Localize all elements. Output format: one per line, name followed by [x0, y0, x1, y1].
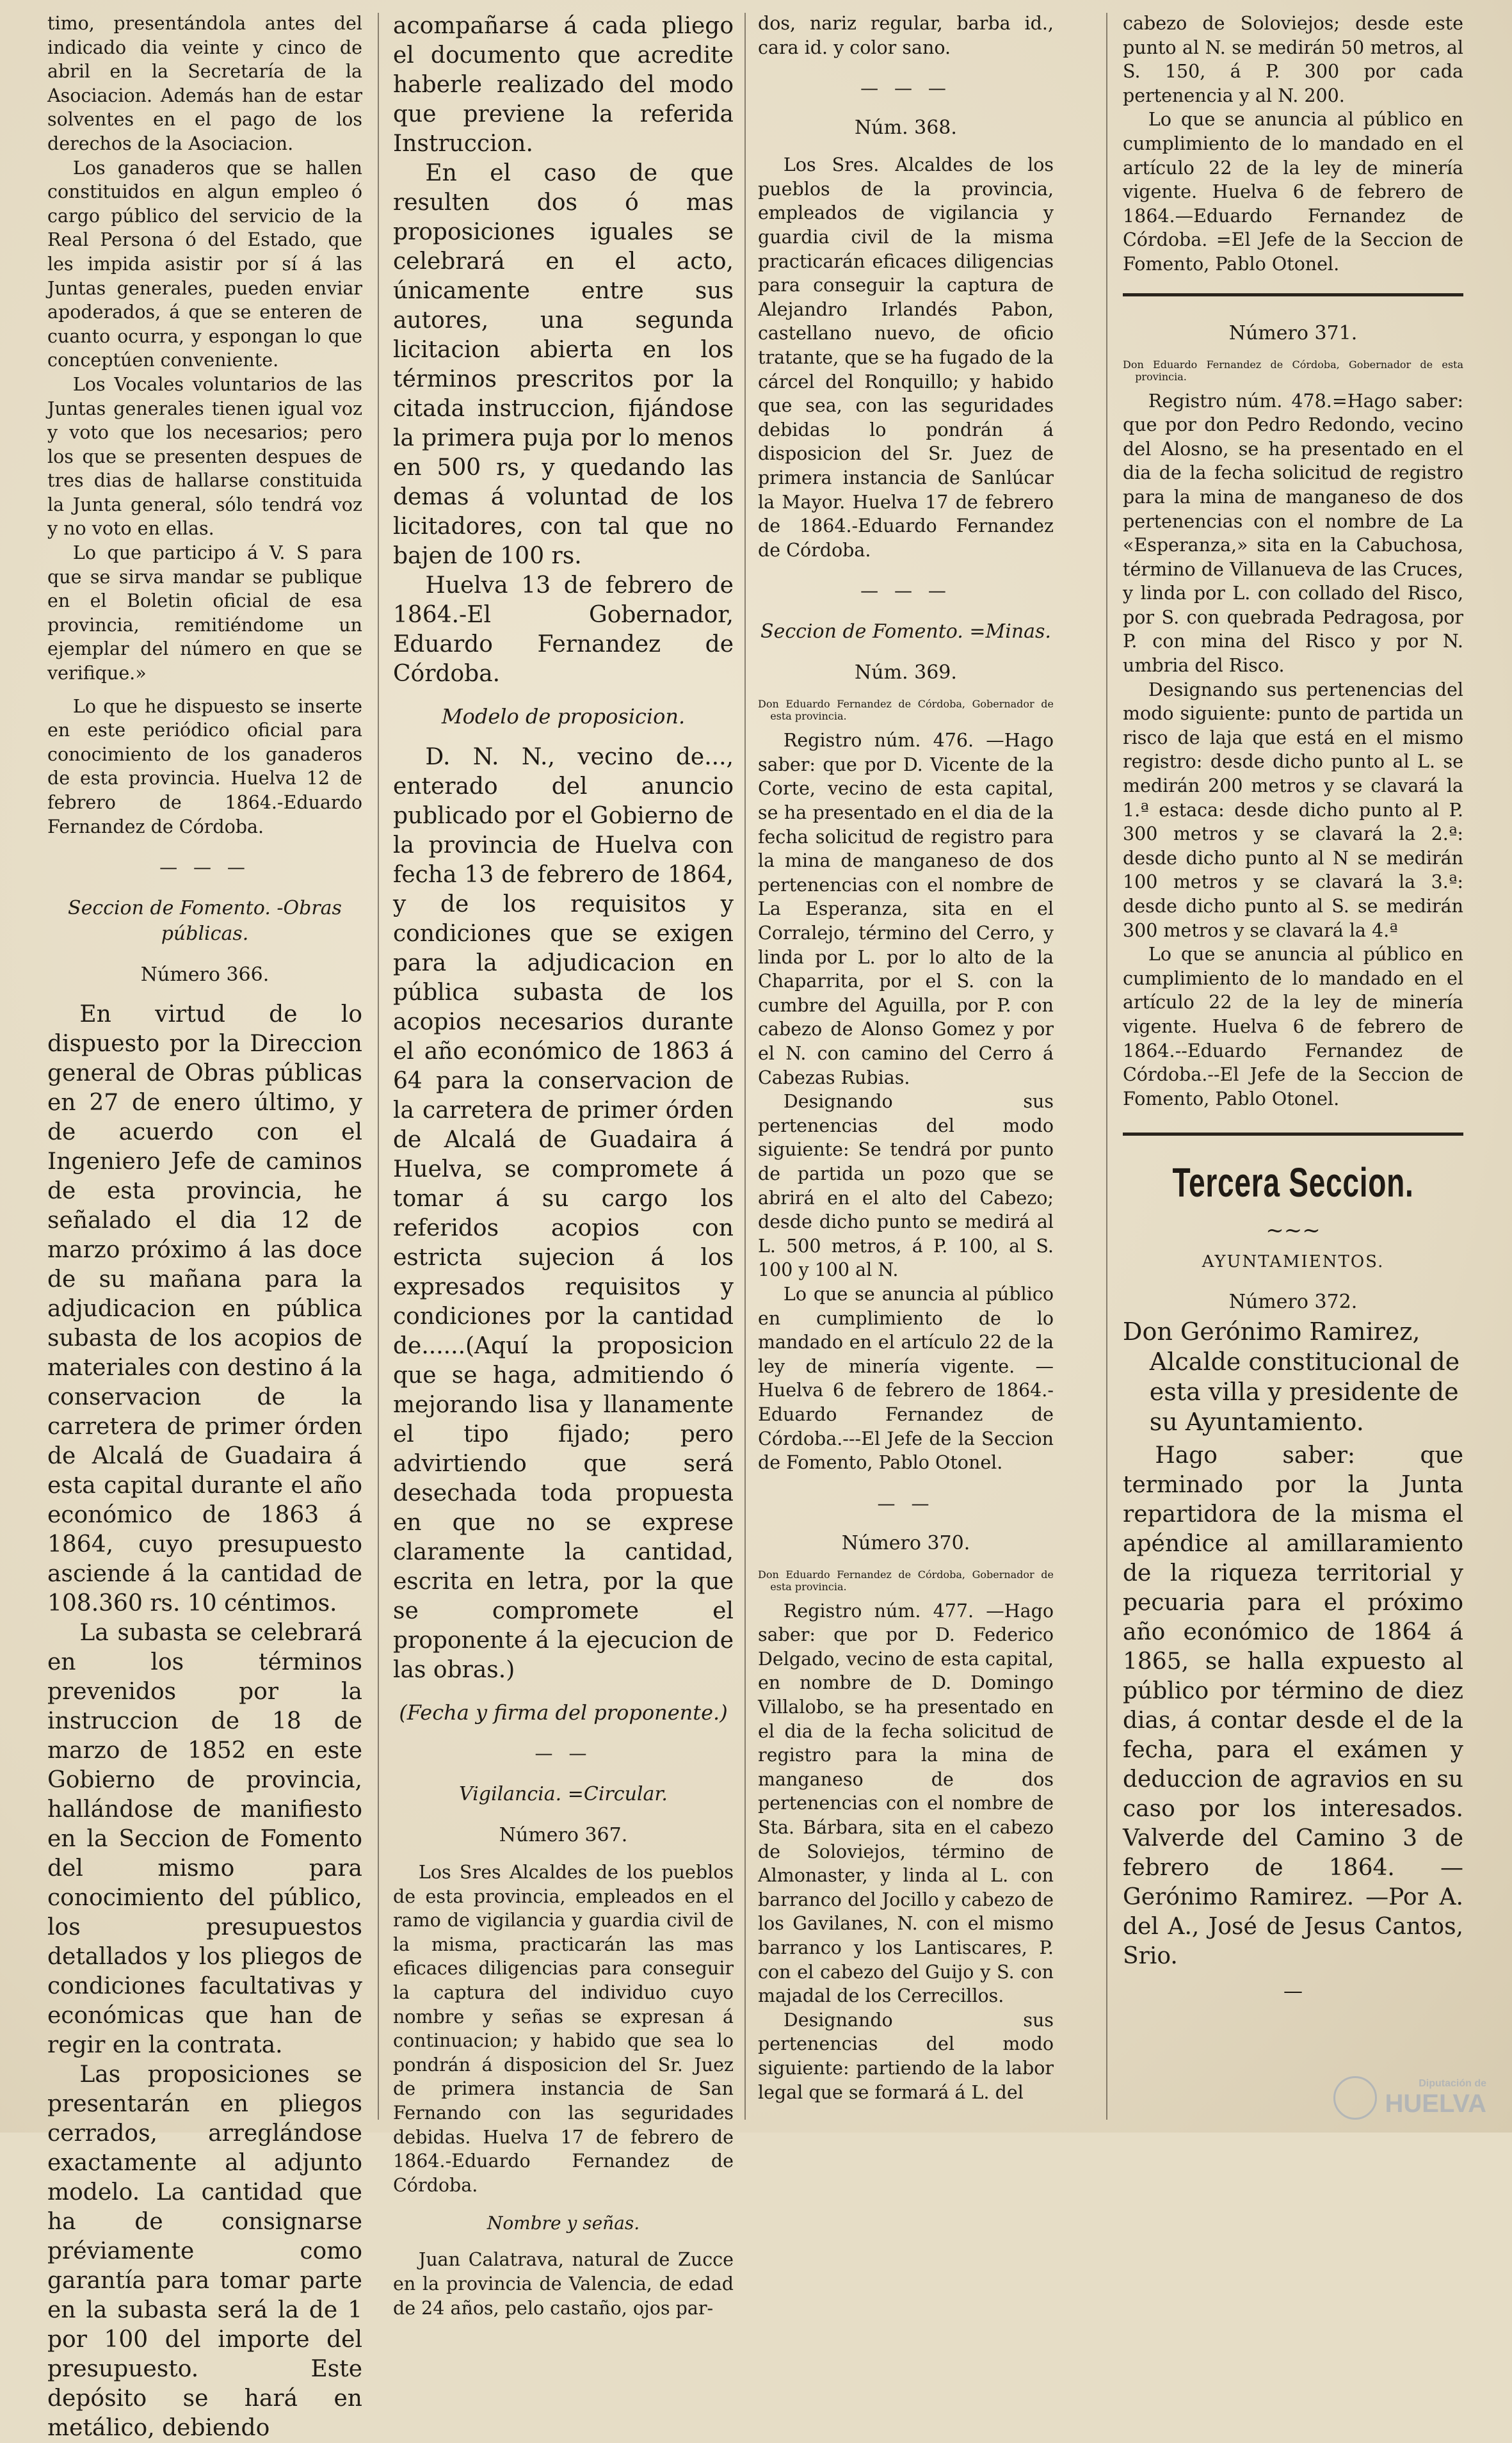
- paragraph: cabezo de Soloviejos; desde este punto al N. se medirán 50 metros, al S. 150, á P. 300 por cada pertenencia y al N. 200.: [1123, 13, 1463, 106]
- ornament: ~~~: [1266, 1218, 1321, 1244]
- paragraph: Registro núm. 476. —Hago saber: que por D. Vicente de la Corte, vecino de esta capital, se ha presentado en el dia de la fecha solicitud de registro para la mina de manganeso de dos pertenencias con el nombre de La Esperanza, sita en el Corralejo, término del Cerro, y linda por L. por lo alto de la Chaparrita, por el S. con la cumbre del Aguilla, por P. con cabezo de Alonso Gomez y por el N. con camino del Cerro á Cabezas Rubias.: [758, 730, 1054, 1088]
- paragraph: Lo que participo á V. S para que se sirva mandar se publique en el Boletin oficial de esa provincia, remitiéndome un ejemplar del número en que se verifique.»: [47, 542, 362, 684]
- notice-number: Número 370.: [841, 1531, 970, 1554]
- notice-number: Número 366.: [140, 963, 269, 987]
- notice-number: Número 367.: [499, 1824, 628, 1846]
- paragraph: dos, nariz regular, barba id., cara id. y color sano.: [758, 13, 1054, 58]
- separator: — — —: [860, 77, 951, 99]
- watermark-top: Diputación de: [1419, 2077, 1486, 2089]
- paragraph: Los Vocales voluntarios de las Juntas generales tienen igual voz y voto que los necesarios; pero los que se presenten despues de tres dias de hallarse constituida la Junta general, sólo tendrá voz y no voto en ellas.: [47, 373, 362, 540]
- paragraph: La subasta se celebrará en los términos prevenidos por la instruccion de 18 de marzo de 1852 en este Gobierno de provincia, hallándose de manifiesto en la Seccion de Fomento del mismo para conocimiento del público, los presupuestos detallados y los pliegos de condiciones facultativas y económicas que han de regir en la contrata.: [47, 1620, 362, 2059]
- paragraph: Designando sus pertenencias del modo siguiente: punto de partida un risco de laja que está en el mismo registro: desde dicho punto al L. se medirán 200 metros y se clavará la 1.ª estaca: desde dicho punto al P. 300 metros y se clavará la 2.ª: desde dicho punto al N se medirán 100 metros y se clavará la 3.ª: desde dicho punto al S. se medirán 300 metros y se clavará la 4.ª: [1123, 679, 1463, 941]
- paragraph: Juan Calatrava, natural de Zucce en la provincia de Valencia, de edad de 24 años, pelo castaño, ojos par-: [393, 2249, 734, 2319]
- section-heading: Seccion de Fomento. -Obras públicas.: [68, 897, 342, 946]
- names-heading: Nombre y señas.: [487, 2213, 640, 2234]
- paragraph: Designando sus pertenencias del modo siguiente: partiendo de la labor legal que se formará á L. del: [758, 2009, 1054, 2103]
- paragraph: D. N. N., vecino de..., enterado del anuncio publicado por el Gobierno de la provincia de Huelva con fecha 13 de febrero de 1864, y de los requisitos y condiciones que se exigen para la adjudicacion en pública subasta de los acopios necesarios durante el año económico de 1863 á 64 para la conservacion de la carretera de primer órden de Alcalá de Guadaira á Huelva, se compromete á tomar á su cargo los referidos acopios con estricta sujecion á los expresados requisitos y condiciones por la cantidad de......(Aquí la proposicion que se haga, admitiendo ó mejorando lisa y llanamente el tipo fijado; pero advirtiendo que será desechada toda propuesta en que no se exprese claramente la cantidad, escrita en letra, por la que se compromete el proponente á la ejecucion de las obras.): [393, 744, 734, 1683]
- separator: — —: [535, 1743, 592, 1764]
- section-heading: Vigilancia. =Circular.: [459, 1783, 668, 1805]
- paragraph: acompañarse á cada pliego el documento que acredite haberle realizado del modo que previene la referida Instruccion.: [393, 13, 734, 157]
- paragraph: Los Sres. Alcaldes de los pueblos de la provincia, empleados de vigilancia y guardia civil de la misma practicarán eficaces diligencias para conseguir la captura de Alejandro Irlandés Pabon, castellano nuevo, de oficio tratante, que se ha fugado de la cárcel del Ronquillo; y habido que sea, con las seguridades debidas lo pondrán á disposicion del Sr. Juez de primera instancia de Sanlúcar la Mayor. Huelva 17 de febrero de 1864.-Eduardo Fernandez de Córdoba.: [758, 154, 1054, 561]
- separator: — —: [877, 1492, 935, 1514]
- column-3: [749, 0, 1063, 2133]
- paragraph: En virtud de lo dispuesto por la Direccion general de Obras públicas en 27 de enero último, y de acuerdo con el Ingeniero Jefe de caminos de esta provincia, he señalado el dia 12 de marzo próximo á las doce de su mañana para la adjudicacion en pública subasta de los acopios de materiales con destino á la conservacion de la carretera de primer órden de Alcalá de Guadaira á esta capital durante el año económico de 1863 á 1864, cuyo presupuesto asciende á la cantidad de 108.360 rs. 10 céntimos.: [47, 1001, 362, 1617]
- divider-bar: [1123, 1133, 1463, 1136]
- subsection-heading: AYUNTAMIENTOS.: [1202, 1252, 1385, 1272]
- paragraph: Las proposiciones se presentarán en pliegos cerrados, arreglándose exactamente al adjunto modelo. La cantidad que ha de consignarse préviamente como garantía para tomar parte en la subasta será la de 1 por 100 del importe del presupuesto. Este depósito se hará en metálico, debiendo: [47, 2061, 362, 2442]
- separator: — — —: [159, 857, 250, 878]
- paragraph: Los Sres Alcaldes de los pueblos de esta provincia, empleados en el ramo de vigilancia y guardia civil de la misma, practicarán las mas eficaces diligencias para conseguir la captura del individuo cuyo nombre y señas se expresan á continuacion; y habido que sea lo pondrán á disposicion del Sr. Juez de primera instancia de San Fernando con las seguridades debidas. Huelva 17 de febrero de 1864.-Eduardo Fernandez de Córdoba.: [393, 1862, 734, 2196]
- model-heading: Modelo de proposicion.: [441, 704, 686, 729]
- watermark-main: HUELVA: [1385, 2089, 1486, 2118]
- official-title: Don Eduardo Fernandez de Córdoba, Gobernador de esta provincia.: [758, 1568, 1054, 1593]
- official-title: Don Gerónimo Ramirez, Alcalde constitucional de esta villa y presidente de su Ayuntamiento.: [1123, 1318, 1460, 1437]
- official-title: Don Eduardo Fernandez de Córdoba, Gobernador de esta provincia.: [758, 698, 1054, 723]
- paragraph: Lo que se anuncia al público en cumplimiento de lo mandado en el artículo 22 de la ley de minería vigente. Huelva 6 de febrero de 1864.—Eduardo Fernandez de Córdoba. =El Jefe de la Seccion de Fomento, Pablo Otonel.: [1123, 109, 1463, 275]
- notice-number: Núm. 368.: [855, 117, 957, 140]
- paragraph: En el caso de que resulten dos ó mas proposiciones iguales se celebrará en el acto, únicamente entre sus autores, una segunda licitacion abierta en los términos prescritos por la citada instruccion, fijándose la primera puja por lo menos en 500 rs, y quedando las demas á voluntad de los licitadores, con tal que no bajen de 100 rs.: [393, 160, 734, 569]
- column-rule: [744, 13, 746, 2120]
- column-rule: [1106, 13, 1107, 2120]
- paragraph: Los ganaderos que se hallen constituidos en algun empleo ó cargo público del servicio de la Real Persona ó del Estado, que les impida asistir por sí á las Juntas generales, pueden enviar apoderados, á que se enteren de cuanto ocurra, y espongan lo que conceptúen conveniente.: [47, 157, 362, 371]
- notice-number: Núm. 369.: [855, 661, 957, 684]
- paragraph: timo, presentándola antes del indicado dia veinte y cinco de abril en la Secretaría de la Asociacion. Además han de estar solventes en el pago de los derechos de la Asociacion.: [47, 13, 362, 154]
- archive-watermark: [1333, 2076, 1486, 2120]
- paragraph: Lo que he dispuesto se inserte en este periódico oficial para conocimiento de los ganaderos de esta provincia. Huelva 12 de febrero de 1864.-Eduardo Fernandez de Córdoba.: [47, 695, 362, 837]
- column-2: [384, 0, 743, 2319]
- column-4: [1114, 0, 1472, 2133]
- paragraph: Designando sus pertenencias del modo siguiente: Se tendrá por punto de partida un pozo que se abrirá en el alto del Cabezo; desde dicho punto se medirá al L. 500 metros, á P. 100, al S. 100 y 100 al N.: [758, 1091, 1054, 1281]
- section-heading: Seccion de Fomento. =Minas.: [760, 620, 1051, 643]
- notice-number: Número 372.: [1228, 1291, 1358, 1314]
- watermark-label: [1385, 2078, 1486, 2118]
- seal-icon: [1333, 2076, 1377, 2120]
- paragraph: Hago saber: que terminado por la Junta repartidora de la misma el apéndice al amillaramiento de la riqueza territorial y pecuaria para el próximo año económico de 1864 á 1865, se halla expuesto al público por término de diez dias, á contar desde el de la fecha, para el exámen y deduccion de agravios en su caso por los interesados. Valverde del Camino 3 de febrero de 1864. —Gerónimo Ramirez. —Por A. del A., José de Jesus Cantos, Srio.: [1123, 1442, 1463, 1970]
- end-mark: —: [1283, 1980, 1303, 2003]
- paragraph: Registro núm. 477. —Hago saber: que por D. Federico Delgado, vecino de esta capital, en nombre de D. Domingo Villalobo, se ha presentado en el dia de la fecha solicitud de registro para la mina de manganeso de dos pertenencias con el nombre de Sta. Bárbara, sita en el cabezo de Soloviejos, término de Almonaster, y linda al L. con barranco del Jocillo y cabezo de los Gavilanes, N. con el mismo barranco y los Lantiscares, P. con el cabezo del Guijo y S. con majadal de los Cerrecillos.: [758, 1600, 1054, 2007]
- column-rule: [378, 13, 379, 2120]
- notice-number: Número 371.: [1228, 321, 1358, 344]
- official-title: Don Eduardo Fernandez de Córdoba, Gobernador de esta provincia.: [1123, 358, 1463, 383]
- column-1: [38, 0, 371, 2442]
- section-title: Tercera Seccion.: [1172, 1159, 1414, 1206]
- paragraph: Lo que se anuncia al público en cumplimiento de lo mandado en el artículo 22 de la ley de minería vigente. Huelva 6 de febrero de 1864.--Eduardo Fernandez de Córdoba.--El Jefe de la Seccion de Fomento, Pablo Otonel.: [1123, 944, 1463, 1109]
- paragraph: Registro núm. 478.=Hago saber: que por don Pedro Redondo, vecino del Alosno, se ha presentado en el dia de la fecha solicitud de registro para la mina de manganeso de dos pertenencias con el nombre de La «Esperanza,» sita en la Cabuchosa, término de Villanueva de las Cruces, y linda por L. con collado del Risco, por S. con quebrada Pedragosa, por P. con mina del Risco y por N. umbria del Risco.: [1123, 390, 1463, 677]
- signature-note: (Fecha y firma del proponente.): [399, 1700, 728, 1725]
- paragraph: Huelva 13 de febrero de 1864.-El Gobernador, Eduardo Fernandez de Córdoba.: [393, 572, 734, 687]
- divider-bar: [1123, 293, 1463, 296]
- separator: — — —: [860, 580, 951, 602]
- paragraph: Lo que se anuncia al público en cumplimiento de lo mandado en el artículo 22 de la ley de minería vigente. —Huelva 6 de febrero de 1864.-Eduardo Fernandez de Córdoba.---El Jefe de la Seccion de Fomento, Pablo Otonel.: [758, 1283, 1054, 1474]
